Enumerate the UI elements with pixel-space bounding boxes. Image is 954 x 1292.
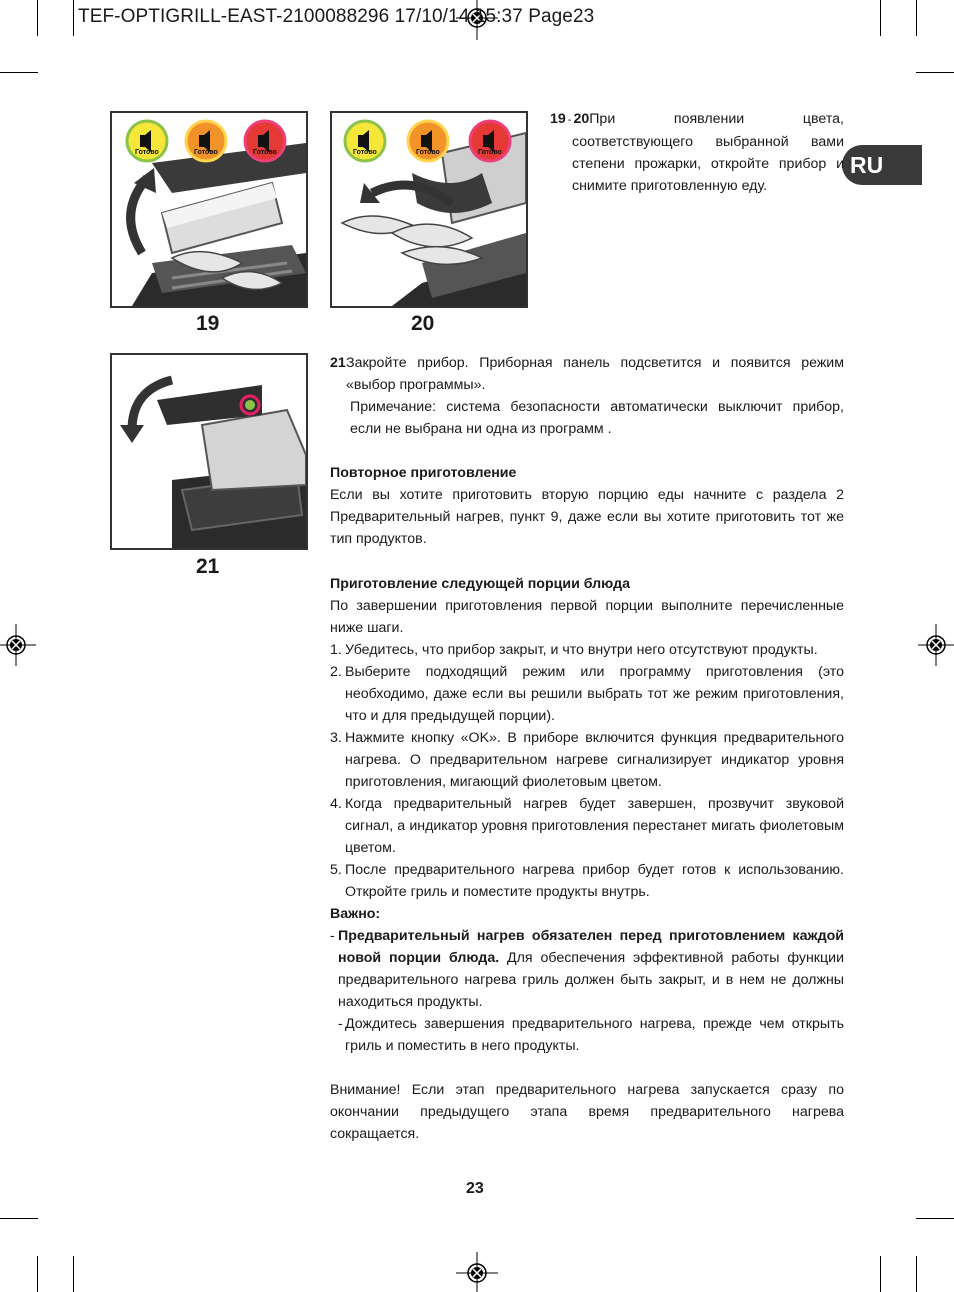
list-item: 5. После предварительного нагрева прибор будет готов к использованию. Откройте гриль и поместите продукты внутрь. bbox=[330, 862, 844, 900]
crop-mark bbox=[0, 72, 38, 73]
step-note: Примечание: система безопасности автоматически выключит прибор, если не выбрана ни одна из программ . bbox=[350, 399, 844, 437]
grill-closing-illustration bbox=[112, 355, 306, 548]
crop-mark bbox=[916, 72, 954, 73]
paragraph: По завершении приготовления первой порции выполните перечисленные ниже шаги. bbox=[330, 598, 844, 636]
registration-mark-icon bbox=[0, 624, 36, 666]
badge-label: Готово bbox=[478, 149, 502, 156]
section-heading: Повторное приготовление bbox=[330, 465, 517, 481]
step-number: 21 bbox=[330, 355, 346, 371]
language-tab: RU bbox=[842, 145, 922, 185]
step-text: снимите приготовленную еду. bbox=[572, 178, 768, 194]
crop-mark bbox=[880, 1256, 881, 1292]
list-item: 3. Нажмите кнопку «OK». В приборе включится функция предварительного нагрева. О предварительном нагреве сигнализирует индикатор уровня приготовления, мигающий фиолетовым цветом. bbox=[330, 730, 844, 790]
badge-label: Готово bbox=[353, 149, 377, 156]
step-text: соответствующего выбранной вами bbox=[572, 134, 844, 150]
registration-mark-icon bbox=[918, 624, 954, 666]
section-heading: Приготовление следующей порции блюда bbox=[330, 576, 630, 592]
figure-19 bbox=[110, 111, 308, 308]
step-dash: - bbox=[567, 114, 572, 126]
print-slug: TEF-OPTIGRILL-EAST-2100088296 17/10/14 15:37 Page23 bbox=[78, 6, 595, 27]
paragraph: Дождитесь завершения предварительного нагрева, прежде чем открыть гриль и поместить в него продукты. bbox=[345, 1016, 844, 1054]
repeat-section bbox=[330, 462, 844, 550]
crop-mark bbox=[37, 1256, 38, 1292]
figure-21 bbox=[110, 353, 308, 550]
crop-mark bbox=[37, 0, 38, 36]
list-item: 1. Убедитесь, что прибор закрыт, и что внутри него отсутствуют продукты. bbox=[330, 642, 818, 658]
figure-number: 19 bbox=[196, 312, 220, 335]
step-text: степени прожарки, откройте прибор и bbox=[572, 156, 844, 172]
figure-number: 20 bbox=[411, 312, 435, 335]
bullet-item: - Дождитесь завершения предварительного нагрева, прежде чем открыть гриль и поместить в него продукты. bbox=[330, 1013, 844, 1057]
bullet-item: - Предварительный нагрев обязателен перед приготовлением каждой новой порции блюда. Для обеспечения эффективной работы функции предварительного нагрева гриль должен быть закрыт, и в нем не должны находиться продукты. bbox=[330, 928, 844, 1010]
crop-mark bbox=[73, 0, 74, 36]
paragraph: Для обеспечения эффективной работы функции предварительного нагрева гриль должен быть закрыт, и в нем не должны находиться продукты. bbox=[338, 950, 844, 1010]
step-19-20 bbox=[550, 108, 844, 197]
bold-text: Предварительный нагрев обязателен перед приготовлением каждой новой порции блюда. bbox=[338, 928, 844, 966]
page-number: 23 bbox=[466, 1180, 484, 1197]
registration-mark-icon bbox=[456, 1252, 498, 1292]
badge-label: Готово bbox=[194, 149, 218, 156]
step-21 bbox=[330, 352, 844, 440]
list-item: 4. Когда предварительный нагрев будет завершен, прозвучит звуковой сигнал, а индикатор уровня приготовления перестанет мигать фиолетовым цветом. bbox=[330, 796, 844, 856]
step-text: При появлении цвета, bbox=[589, 111, 844, 127]
food-removal-illustration bbox=[332, 113, 526, 306]
crop-mark bbox=[916, 1218, 954, 1219]
figure-number: 21 bbox=[196, 555, 220, 578]
crop-mark bbox=[916, 1256, 917, 1292]
section-heading: Важно: bbox=[330, 906, 381, 922]
important-section bbox=[330, 903, 844, 1057]
crop-mark bbox=[0, 1218, 38, 1219]
figure-20 bbox=[330, 111, 528, 308]
crop-mark bbox=[73, 1256, 74, 1292]
crop-mark bbox=[880, 0, 881, 36]
next-portion-section bbox=[330, 573, 844, 903]
step-text: Закройте прибор. Приборная панель подсветится и появится режим «выбор программы». bbox=[346, 355, 844, 393]
badge-label: Готово bbox=[253, 149, 277, 156]
list-item: 2. Выберите подходящий режим или программу приготовления (это необходимо, даже если вы решили выбрать тот же режим приготовления, что и для предыдущей порции). bbox=[330, 664, 844, 724]
warning-paragraph: Внимание! Если этап предварительного нагрева запускается сразу по окончании предыдущего этапа время предварительного нагрева сокращается. bbox=[330, 1082, 844, 1142]
grill-opening-illustration bbox=[112, 113, 306, 306]
badge-label: Готово bbox=[416, 149, 440, 156]
paragraph: Если вы хотите приготовить вторую порцию еды начните с раздела 2 Предварительный нагрев, пункт 9, даже если вы хотите приготовить тот же тип продуктов. bbox=[330, 487, 844, 547]
badge-label: Готово bbox=[135, 149, 159, 156]
step-number: 20 bbox=[573, 111, 590, 127]
crop-mark bbox=[916, 0, 917, 36]
step-number: 19 bbox=[550, 111, 566, 127]
